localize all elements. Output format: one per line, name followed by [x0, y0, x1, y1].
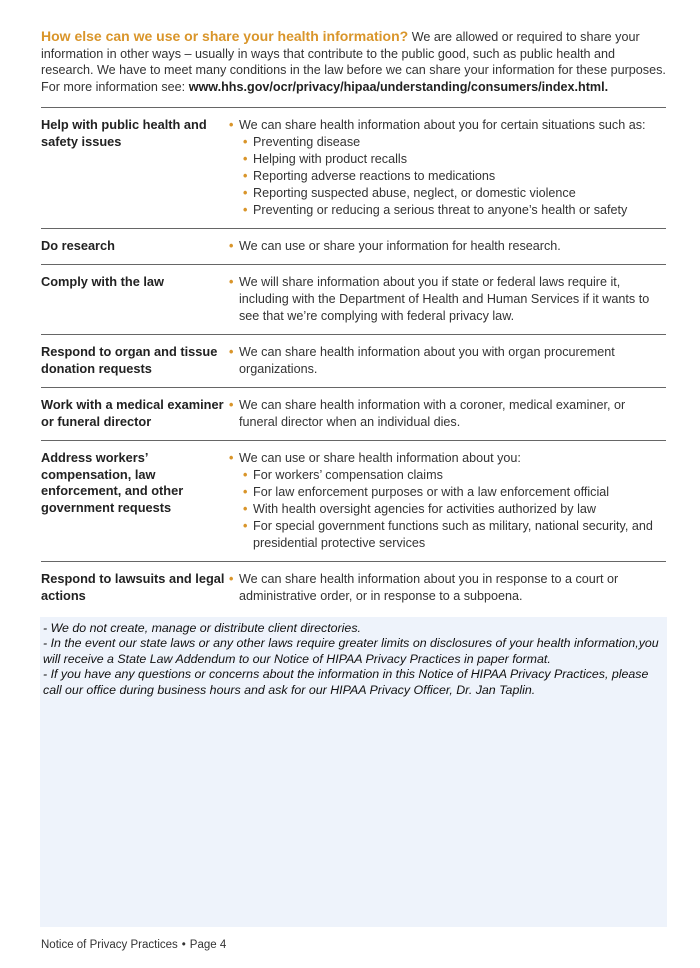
sub-bullet-item: • Preventing disease	[229, 134, 666, 151]
hhs-url[interactable]: www.hhs.gov/ocr/privacy/hipaa/understanding/consumers/index.html.	[188, 79, 609, 94]
bullet-item: • We can use or share health information about you:	[229, 450, 666, 467]
intro-text: We are allowed or required to share your information in other ways – usually in ways that contribute to the public good, such as public health and research. We have to meet many conditions in the law before we can share your information for these purposes. For more information see:	[41, 30, 666, 94]
row-body	[229, 335, 666, 388]
page-footer	[41, 939, 226, 951]
sub-bullet-item: • For workers’ compensation claims	[229, 467, 666, 484]
row-heading: Respond to lawsuits and legal actions	[41, 562, 229, 615]
bullet-item: • We can share health information with a coroner, medical examiner, or funeral director when an individual dies.	[229, 397, 666, 431]
bullet-item: • We can share health information about you for certain situations such as:	[229, 117, 666, 134]
table-row	[41, 229, 666, 265]
page-number: Page 4	[189, 939, 227, 951]
table-row	[41, 388, 666, 441]
page-content	[41, 28, 666, 614]
sub-bullet-item: • For special government functions such as military, national security, and presidential protective services	[229, 518, 666, 552]
row-heading: Comply with the law	[41, 265, 229, 335]
sub-bullet-item: • Helping with product recalls	[229, 151, 666, 168]
table-row	[41, 441, 666, 562]
note-line: - We do not create, manage or distribute client directories.	[43, 621, 361, 635]
bullet-item: • We can share health information about you with organ procurement organizations.	[229, 344, 666, 378]
table-row	[41, 265, 666, 335]
sub-bullet-item: • With health oversight agencies for activities authorized by law	[229, 501, 666, 518]
bullet-item: • We can share health information about you in response to a court or administrative order, or in response to a subpoena.	[229, 571, 666, 605]
footer-separator: •	[181, 939, 186, 951]
table-row	[41, 335, 666, 388]
table-row	[41, 562, 666, 615]
sub-bullet-item: • Reporting adverse reactions to medications	[229, 168, 666, 185]
sub-bullet-item: • For law enforcement purposes or with a law enforcement official	[229, 484, 666, 501]
intro-heading: How else can we use or share your health information?	[41, 28, 409, 44]
row-body	[229, 265, 666, 335]
row-heading: Help with public health and safety issues	[41, 108, 229, 229]
row-body	[229, 108, 666, 229]
row-heading: Do research	[41, 229, 229, 265]
row-body	[229, 388, 666, 441]
table-row	[41, 108, 666, 229]
note-line: - If you have any questions or concerns about the information in this Notice of HIPAA Privacy Practices, please call our office during business hours and ask for our HIPAA Privacy Officer, Dr. Jan Taplin.	[43, 667, 649, 697]
bullet-item: • We will share information about you if state or federal laws require it, including with the Department of Health and Human Services if it wants to see that we’re complying with federal privacy law.	[229, 274, 666, 325]
intro-paragraph	[41, 28, 666, 95]
bullet-item: • We can use or share your information for health research.	[229, 238, 666, 255]
footer-title: Notice of Privacy Practices	[41, 939, 178, 951]
row-heading: Address workers’ compensation, law enforcement, and other government requests	[41, 441, 229, 562]
row-body	[229, 562, 666, 615]
uses-table	[41, 107, 666, 614]
row-body	[229, 441, 666, 562]
note-line: - In the event our state laws or any other laws require greater limits on disclosures of your health information,you will receive a State Law Addendum to our Notice of HIPAA Privacy Practices in paper format.	[43, 636, 659, 666]
row-heading: Respond to organ and tissue donation requests	[41, 335, 229, 388]
practice-notes	[40, 617, 667, 927]
sub-bullet-item: • Reporting suspected abuse, neglect, or domestic violence	[229, 185, 666, 202]
row-body	[229, 229, 666, 265]
sub-bullet-item: • Preventing or reducing a serious threat to anyone’s health or safety	[229, 202, 666, 219]
row-heading: Work with a medical examiner or funeral director	[41, 388, 229, 441]
